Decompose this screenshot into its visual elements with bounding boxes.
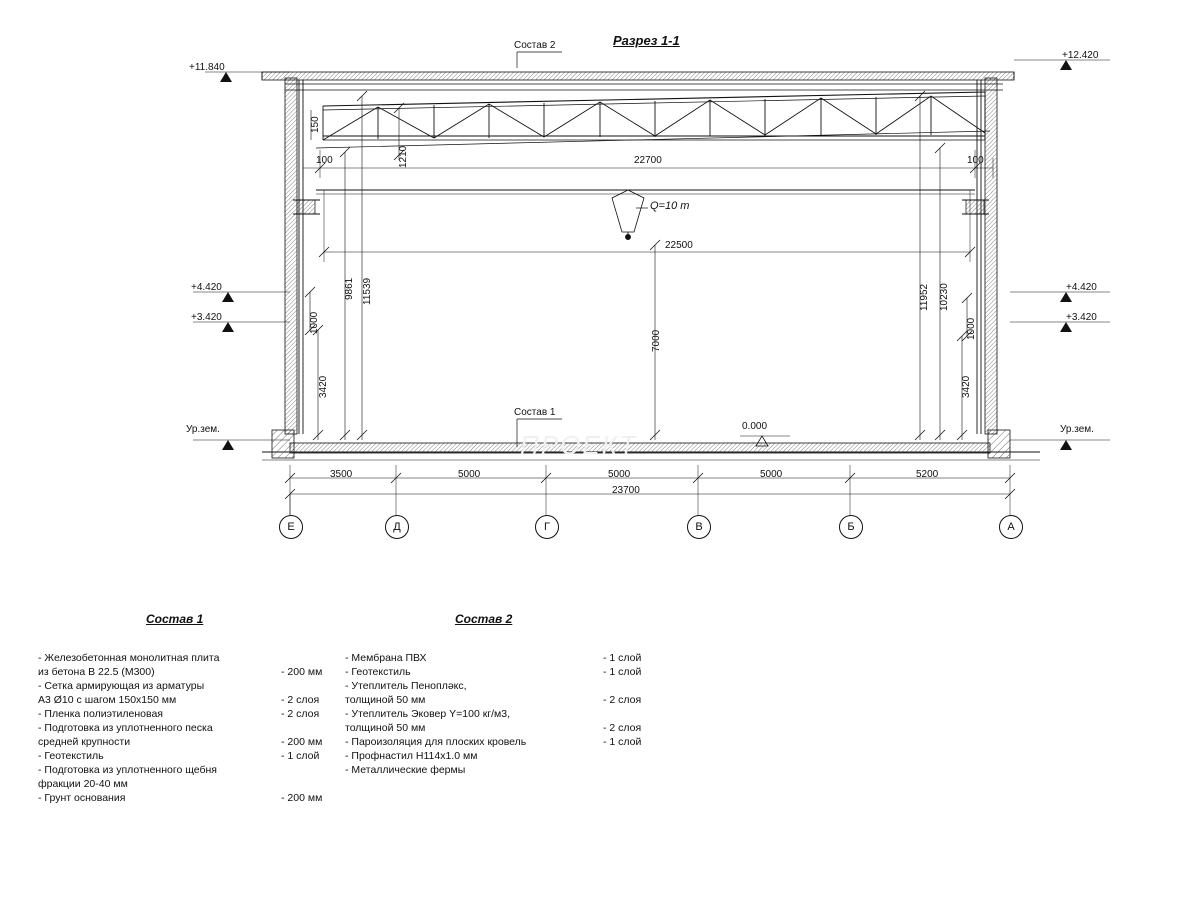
legend-1-item-1: из бетона В 22.5 (М300) [38,666,155,678]
dim-right-1000: 1000 [966,317,977,340]
page-title: Разрез 1-1 [613,33,680,48]
dim-left-100: 100 [316,155,333,166]
legend-2-item-3: толщиной 50 мм [345,694,426,706]
elevation-right-4420: +4.420 [1066,282,1097,293]
legend-2-qty-3: - 2 слоя [603,722,642,734]
legend-1-item-3: А3 Ø10 с шагом 150х150 мм [38,694,177,706]
dim-left-3420: 3420 [318,375,329,398]
axis-bubble-v[interactable]: В [687,515,711,539]
legend-1-item-0: - Железобетонная монолитная плита [38,652,220,664]
ground-level-left: Ур.зем. [186,424,220,435]
dim-left-1000: 1000 [309,311,320,334]
dim-right-3420: 3420 [961,375,972,398]
dim-bay-5000-2: 5000 [608,469,631,480]
legend-2-item-0: - Мембрана ПВХ [345,652,427,664]
dim-height-7000: 7000 [651,329,662,352]
axis-bubble-g[interactable]: Г [535,515,559,539]
axis-bubble-d[interactable]: Д [385,515,409,539]
dim-truss-150: 150 [310,116,321,133]
legend-1-qty-5: - 200 мм [281,792,323,804]
ground-level-right: Ур.зем. [1060,424,1094,435]
dim-span-22700: 22700 [634,155,662,166]
watermark: ПРОЕКТ [520,430,637,460]
legend-1-qty-2: - 2 слоя [281,708,320,720]
elevation-right-top: +12.420 [1062,50,1099,61]
axis-bubble-a[interactable]: А [999,515,1023,539]
dim-bay-3500: 3500 [330,469,353,480]
legend-1-item-4: - Пленка полиэтиленовая [38,708,163,720]
legend-1-item-5: - Подготовка из уплотненного песка [38,722,213,734]
legend-1-qty-1: - 2 слоя [281,694,320,706]
legend-1-qty-4: - 1 слой [281,750,320,762]
legend-2-qty-0: - 1 слой [603,652,642,664]
zero-level-mark: 0.000 [742,421,768,432]
dim-bay-5000-1: 5000 [458,469,481,480]
elevation-right-3420: +3.420 [1066,312,1097,323]
legend-1-item-8: - Подготовка из уплотненного щебня [38,764,217,776]
legend-1-qty-0: - 200 мм [281,666,323,678]
dim-truss-depth-1210: 1210 [398,145,409,168]
axis-bubble-b[interactable]: Б [839,515,863,539]
legend-2-item-7: - Профнастил Н114х1.0 мм [345,750,478,762]
legend-1-items [38,651,219,805]
dim-col-10230: 10230 [939,283,950,311]
legend-1-item-10: - Грунт основания [38,792,126,804]
legend-2-item-5: толщиной 50 мм [345,722,426,734]
elevation-left-top: +11.840 [189,62,225,73]
legend-2-item-4: - Утеплитель Эковер Y=100 кг/м3, [345,708,511,720]
legend-1-item-9: фракции 20-40 мм [38,778,128,790]
dim-col-9861: 9861 [344,277,355,300]
legend-2-qty-1: - 1 слой [603,666,642,678]
dim-col-11539: 11539 [362,277,373,305]
legend-2-item-1: - Геотекстиль [345,666,411,678]
callout-sostav-2-label: Состав 2 [514,40,556,51]
legend-2-items [345,651,526,777]
dim-crane-span-22500: 22500 [665,240,693,251]
crane-load-label: Q=10 т [650,200,690,212]
legend-2-qty-2: - 2 слоя [603,694,642,706]
dim-total-23700: 23700 [612,485,640,496]
legend-2-item-2: - Утеплитель Пенопләкс, [345,680,467,692]
legend-1-title: Состав 1 [146,612,204,626]
callout-sostav-1-label: Состав 1 [514,407,556,418]
dim-bay-5200: 5200 [916,469,939,480]
legend-1-item-2: - Сетка армирующая из арматуры [38,680,205,692]
legend-2-qty-4: - 1 слой [603,736,642,748]
legend-2-title: Состав 2 [455,612,513,626]
dim-col-11952: 11952 [919,283,930,311]
legend-1-item-7: - Геотекстиль [38,750,104,762]
legend-1-qty-3: - 200 мм [281,736,323,748]
legend-1-item-6: средней крупности [38,736,131,748]
axis-bubble-e[interactable]: Е [279,515,303,539]
legend-2-item-8: - Металлические фермы [345,764,466,776]
elevation-left-3420: +3.420 [191,312,222,323]
dim-right-100: 100 [967,155,984,166]
dim-bay-5000-3: 5000 [760,469,783,480]
legend-2-item-6: - Пароизоляция для плоских кровель [345,736,527,748]
elevation-left-4420: +4.420 [191,282,222,293]
